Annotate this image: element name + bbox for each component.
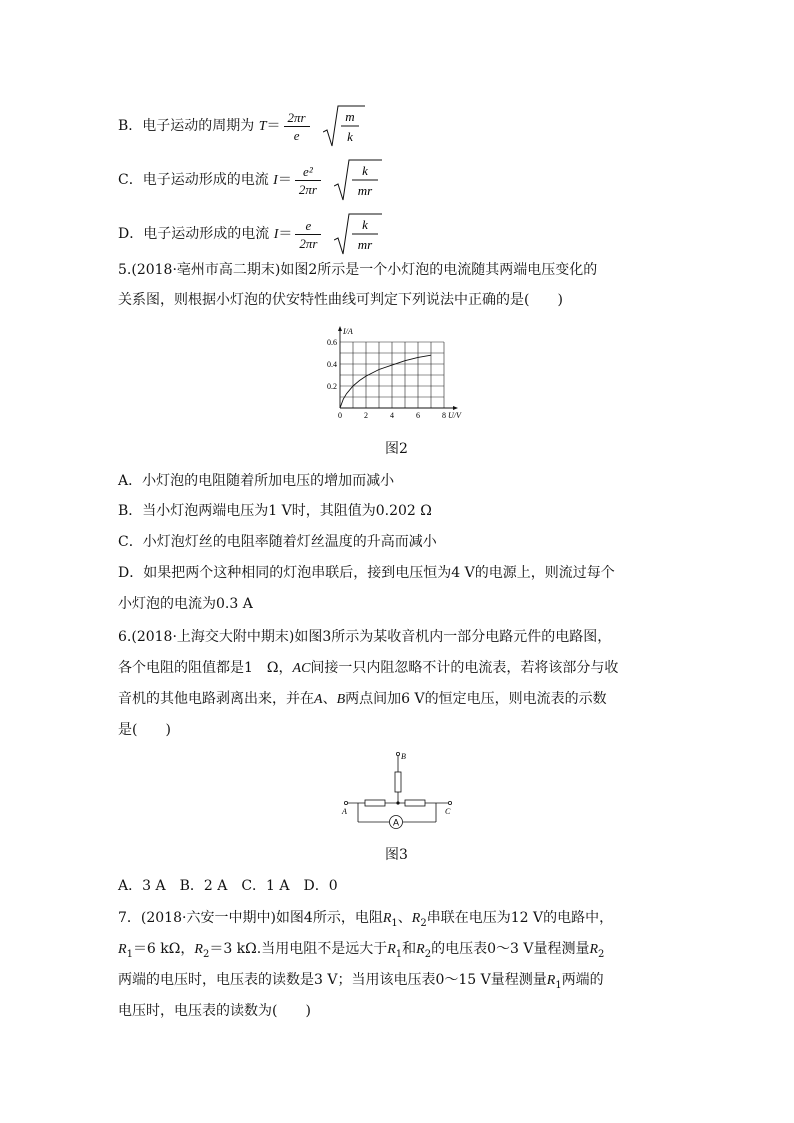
label-b: B [401, 752, 406, 761]
q6-line-3d: B [336, 692, 346, 707]
q7-l2-r1b-sub: 1 [395, 948, 403, 960]
q7-line-1a: 7．(2018·六安一中期中)如图4所示，电阻 [118, 910, 383, 926]
option-d-rad-den: mr [358, 237, 373, 252]
q7-line-2a: ＝6 kΩ， [132, 941, 195, 957]
q7-r2-sub: 2 [420, 917, 427, 929]
q7-line-4: 电压时，电压表的读数为( ) [118, 1003, 311, 1019]
y-tick-label: 0.6 [327, 338, 337, 347]
q7-line-3 [118, 970, 604, 996]
q6-line-3c: 、 [322, 691, 337, 707]
x-tick-label: 8 [442, 411, 446, 420]
option-b-label: B．电子运动的周期为 [118, 118, 255, 134]
y-axis-arrow [338, 326, 342, 331]
x-axis-label: U/V [448, 411, 461, 420]
resistor-vertical [395, 772, 401, 792]
option-c [118, 158, 382, 202]
option-d-rad-num: k [362, 217, 369, 232]
option-d-den: 2πr [299, 235, 318, 251]
q7-line-3b: 两端的 [561, 972, 604, 988]
terminal-a [344, 801, 347, 804]
x-tick-label: 4 [390, 411, 394, 420]
option-d [118, 212, 382, 256]
x-tick-label: 2 [364, 411, 368, 420]
q7-l2-r1-sub: 1 [126, 948, 133, 960]
q7-line-2d: 的电压表0～3 V量程测量 [431, 941, 590, 957]
q5-option-b: B．当小灯泡两端电压为1 V时，其阻值为0.202 Ω [118, 503, 432, 519]
q7-l2-r2c-sub: 2 [598, 948, 605, 960]
option-b-fraction [284, 109, 310, 144]
q7-l2-r1b: R [387, 942, 396, 957]
option-b-radical [323, 104, 365, 148]
q6-line-3a: 音机的其他电路剥离出来，并在 [118, 691, 314, 707]
option-b [118, 104, 365, 148]
option-c-rad-den: mr [357, 183, 373, 198]
iv-chart [320, 320, 480, 420]
lead-b [396, 752, 399, 772]
y-axis-label: I/A [343, 327, 353, 336]
q7-r1: R [382, 911, 392, 926]
q5-option-c: C．小灯泡灯丝的电阻率随着灯丝温度的升高而减小 [118, 534, 437, 550]
q7-r2: R [411, 911, 421, 926]
y-tick-label: 0.4 [327, 360, 337, 369]
q6-line-4: 是( ) [118, 722, 171, 738]
option-c-num: e² [295, 163, 321, 181]
option-c-fraction [295, 163, 321, 198]
q7-line-1 [118, 908, 613, 934]
q7-line-1b: 串联在电压为12 V的电路中， [426, 910, 614, 926]
figure-3-caption: 图3 [385, 847, 408, 863]
label-c: C [445, 807, 451, 816]
resistor-right [405, 800, 425, 806]
q5-option-d-2: 小灯泡的电流为0.3 A [118, 596, 253, 612]
q7-l3-r1-sub: 1 [555, 979, 562, 991]
option-b-var: T [258, 119, 267, 134]
q7-l2-r2b: R [416, 942, 425, 957]
y-tick-label: 0.2 [327, 382, 337, 391]
option-b-num: 2πr [284, 109, 310, 127]
q7-l2-r1: R [118, 942, 127, 957]
x-axis-arrow [453, 406, 458, 410]
q7-l3-r1: R [546, 973, 556, 988]
option-b-rad-num: m [344, 109, 355, 124]
q7-line-3a: 两端的电压时，电压表的读数是3 V；当用该电压表0～15 V量程测量 [118, 972, 547, 988]
option-b-eq: ＝ [266, 118, 281, 134]
q5-line-1: 5.(2018·亳州市高二期末)如图2所示是一个小灯泡的电流随其两端电压变化的 [118, 262, 598, 278]
x-tick-label: 0 [338, 411, 342, 420]
terminal-c [448, 801, 451, 804]
q7-line-2b: ＝3 kΩ.当用电阻不是远大于 [209, 941, 388, 957]
option-c-radical [334, 158, 382, 202]
q7-r1-sub: 1 [391, 917, 398, 929]
q6-line-1: 6.(2018·上海交大附中期末)如图3所示为某收音机内一部分电路元件的电路图， [118, 629, 612, 645]
q5-line-2: 关系图，则根据小灯泡的伏安特性曲线可判定下列说法中正确的是( ) [118, 292, 563, 308]
q7-line-2c: 和 [402, 941, 417, 957]
option-c-rad-num: k [362, 163, 368, 178]
q7-l2-r2b-sub: 2 [424, 948, 432, 960]
iv-curve [340, 355, 431, 408]
q7-line-2 [118, 939, 604, 965]
q6-line-3e: 两点间加6 V的恒定电压，则电流表的示数 [345, 691, 607, 707]
q7-l2-r2-sub: 2 [202, 948, 210, 960]
q6-line-2c: 间接一只内阻忽略不计的电流表，若将该部分与收 [310, 660, 619, 676]
q7-sep: 、 [397, 910, 412, 926]
q5-option-a: A．小灯泡的电阻随着所加电压的增加而减小 [118, 473, 395, 489]
option-c-label: C．电子运动形成的电流 [118, 172, 269, 188]
resistor-left [365, 800, 385, 806]
q6-line-2b: AC [292, 661, 311, 676]
option-c-den: 2πr [298, 181, 317, 197]
q6-line-2 [118, 658, 618, 679]
q5-option-d-1: D．如果把两个这种相同的灯泡串联后，接到电压恒为4 V的电源上，则流过每个 [118, 565, 615, 581]
option-d-var: I [273, 227, 279, 242]
circuit-diagram [338, 748, 468, 838]
option-c-eq: ＝ [277, 172, 292, 188]
q7-l2-r2c: R [589, 942, 599, 957]
q7-l2-r2: R [194, 942, 203, 957]
q6-line-3b: A [314, 692, 323, 707]
option-b-den: e [293, 127, 300, 143]
option-d-radical [334, 212, 382, 256]
q6-options: A．3 A B．2 A C．1 A D．0 [118, 878, 338, 894]
option-c-var: I [273, 173, 278, 188]
option-d-num: e [295, 217, 321, 235]
option-d-fraction [295, 217, 321, 252]
q6-line-2a: 各个电阻的阻值都是1 Ω， [118, 660, 293, 676]
x-tick-label: 6 [416, 411, 420, 420]
ammeter-label: A [392, 817, 400, 828]
option-d-label: D．电子运动形成的电流 [118, 226, 270, 242]
q6-line-3 [118, 689, 607, 710]
option-b-rad-den: k [346, 129, 353, 144]
option-d-eq: ＝ [278, 226, 293, 242]
figure-2-caption: 图2 [385, 441, 408, 457]
label-a: A [342, 807, 347, 816]
